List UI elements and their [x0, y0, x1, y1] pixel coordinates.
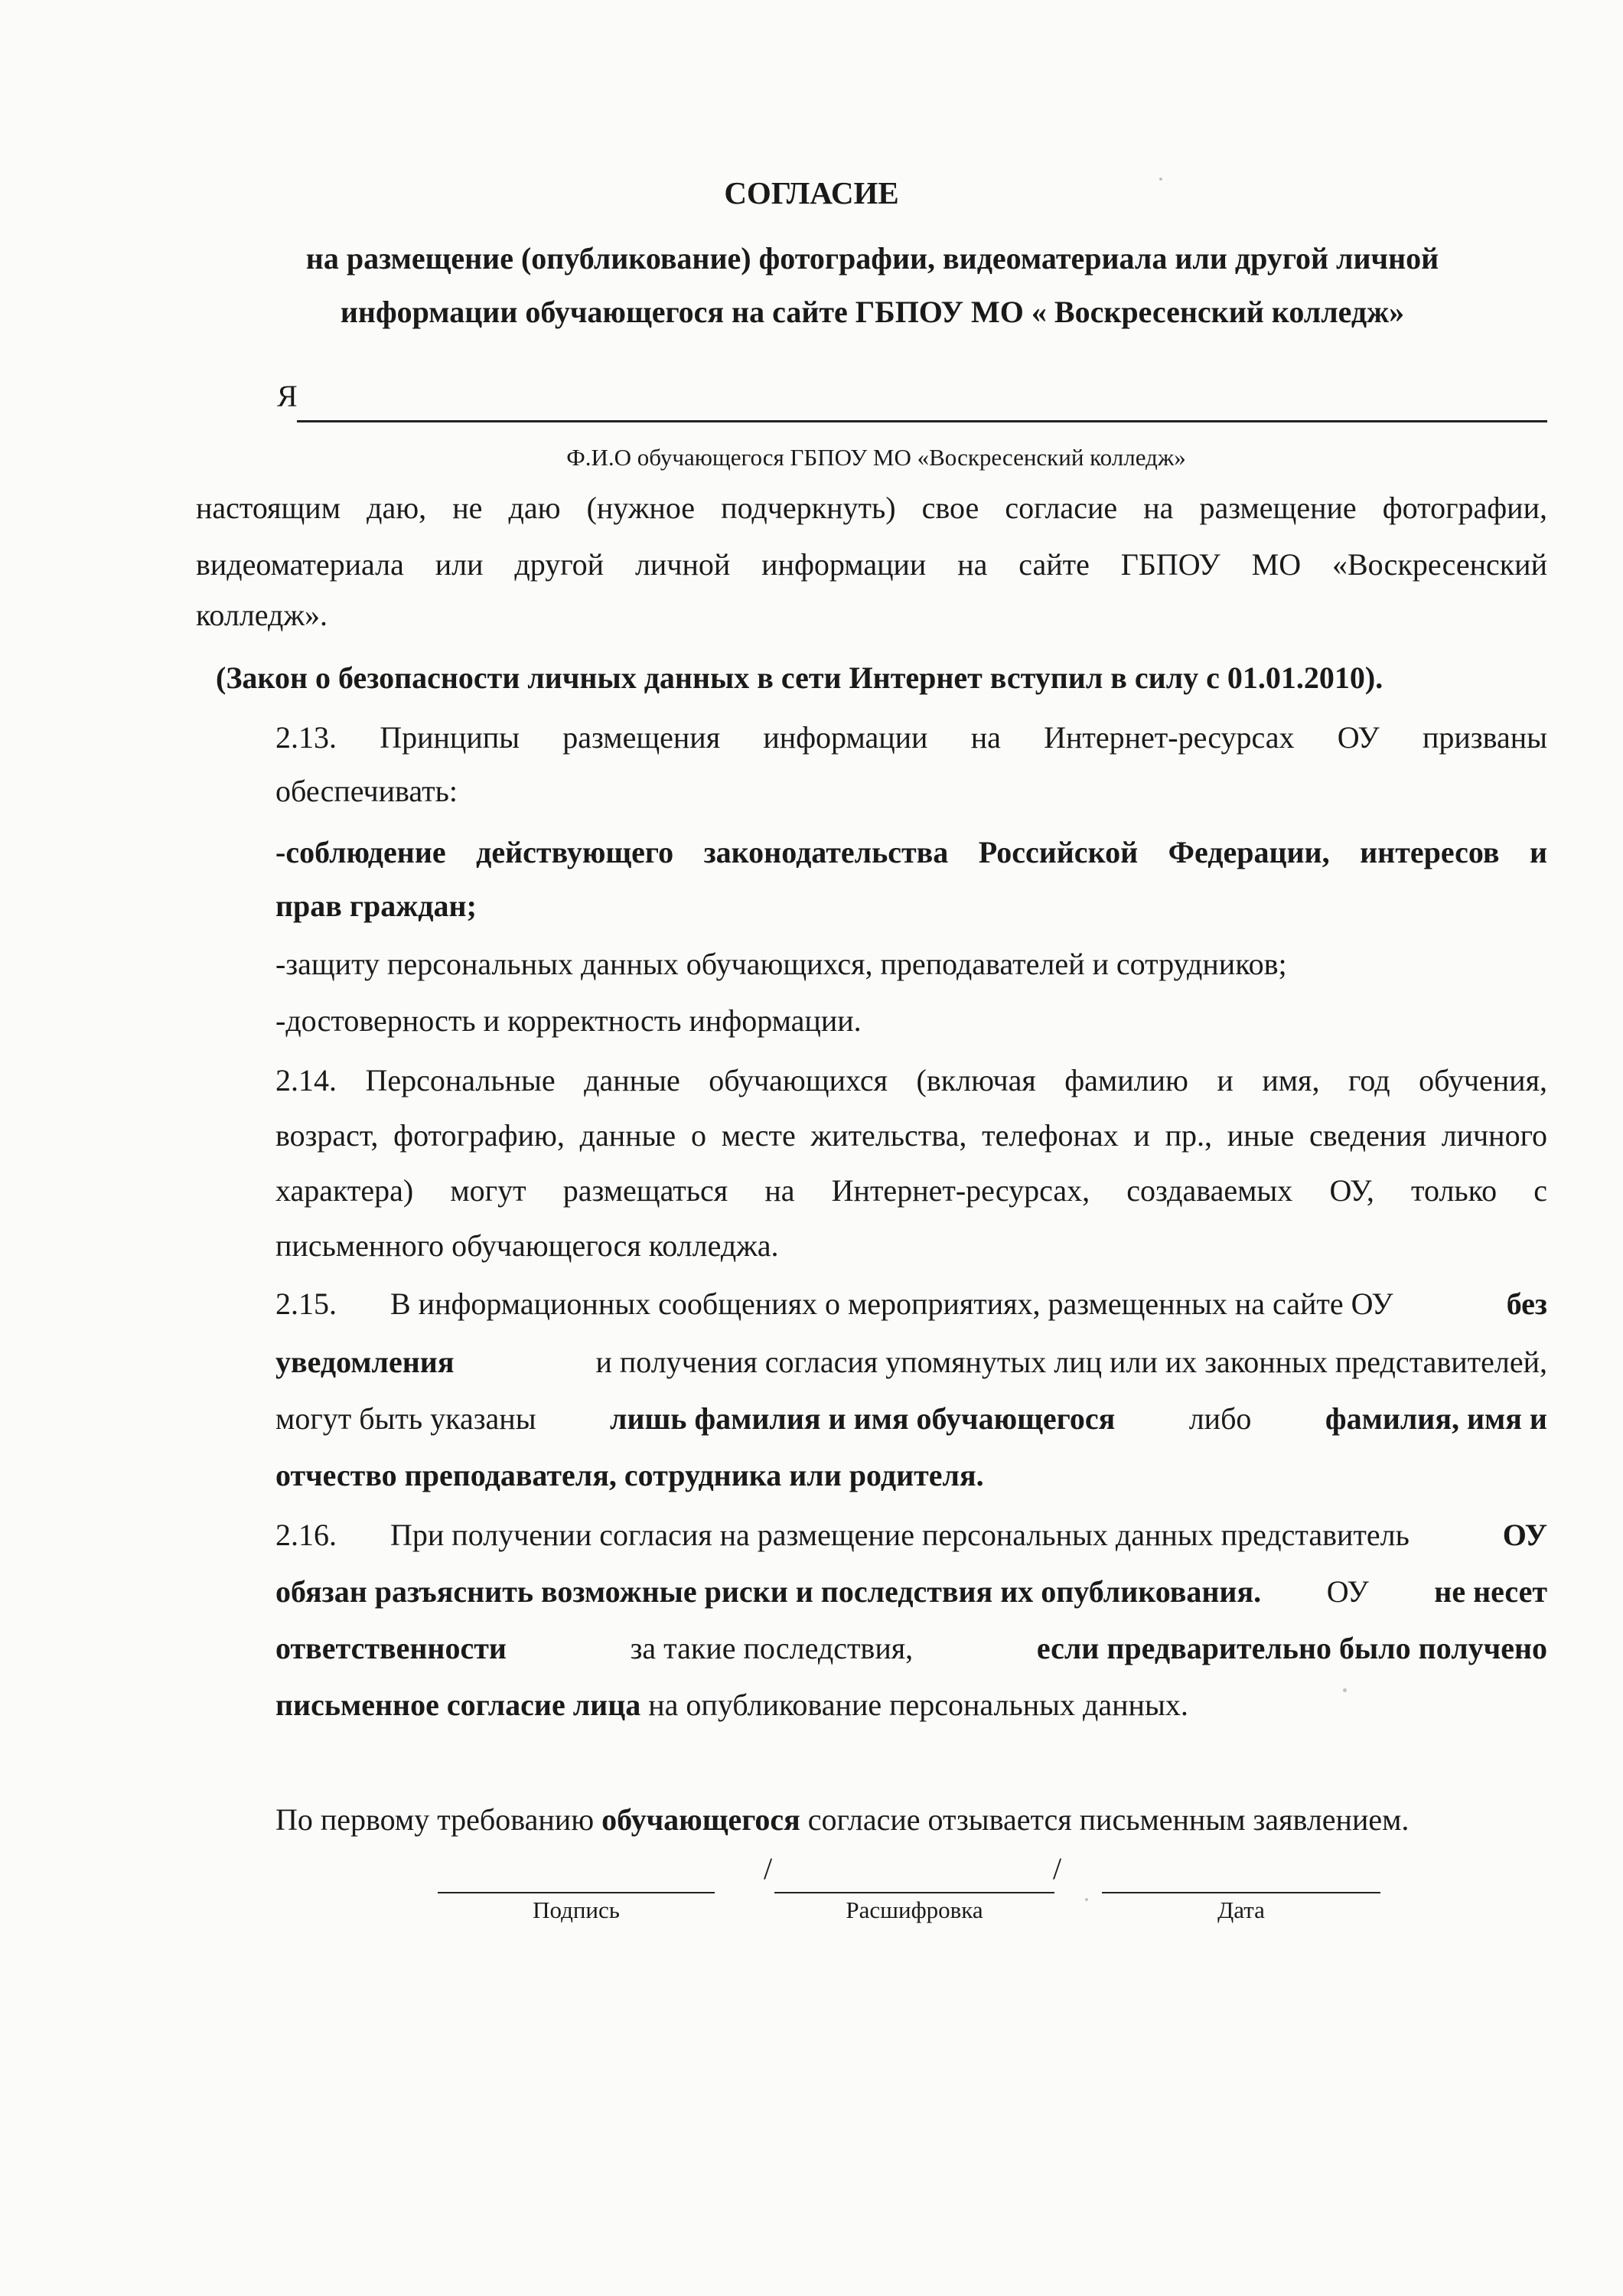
section-2-15-line-2-bold: уведомления — [275, 1345, 455, 1379]
name-prefix: Я — [277, 379, 298, 413]
section-2-16-line-4-text: на опубликование персональных данных. — [648, 1688, 1188, 1722]
section-2-14-line-3: характера) могут размещаться на Интернет-ресурсах, создаваемых ОУ, только с — [275, 1173, 1547, 1208]
section-2-15-line-2 — [275, 1344, 1547, 1381]
revocation-text-2: согласие отзывается письменным заявлением. — [807, 1802, 1410, 1837]
section-2-15-line-1 — [390, 1286, 1547, 1322]
date-line[interactable] — [1102, 1892, 1380, 1893]
revocation-statement — [275, 1802, 1409, 1838]
section-2-13-bullet-3: -достоверность и корректность информации. — [275, 1003, 862, 1038]
section-2-15-line-4: отчество преподавателя, сотрудника или родителя. — [275, 1458, 984, 1492]
name-fill-line[interactable] — [297, 420, 1547, 422]
section-2-13-line-1: 2.13. Принципы размещения информации на Интернет-ресурсах ОУ призваны — [275, 720, 1547, 755]
decoding-slash-right: / — [1053, 1851, 1062, 1886]
section-2-16-line-3 — [275, 1630, 1547, 1667]
section-2-14-line-4: письменного обучающегося колледжа. — [275, 1228, 779, 1263]
section-2-13-bullet-2: -защиту персональных данных обучающихся, преподавателей и сотрудников; — [275, 947, 1287, 981]
date-label: Дата — [1217, 1896, 1265, 1923]
section-2-16-line-3-bold-1: ответственности — [275, 1631, 507, 1665]
section-2-15-number: 2.15. — [275, 1287, 337, 1321]
consent-line-1: настоящим даю, не даю (нужное подчеркнуть) свое согласие на размещение фотографии, — [196, 491, 1547, 525]
section-2-15-line-1-bold: без — [1506, 1287, 1547, 1321]
decoding-slash-left: / — [764, 1851, 773, 1886]
document-title: СОГЛАСИЕ — [724, 175, 899, 210]
section-2-13-line-2: обеспечивать: — [275, 774, 458, 808]
section-2-16-line-1-bold: ОУ — [1502, 1518, 1547, 1552]
name-caption: Ф.И.О обучающегося ГБПОУ МО «Воскресенский колледж» — [566, 444, 1186, 471]
signature-line[interactable] — [438, 1892, 715, 1893]
law-note: (Закон о безопасности личных данных в сети Интернет вступил в силу с 01.01.2010). — [216, 660, 1383, 695]
document-subtitle-line1: на размещение (опубликование) фотографии, видеоматериала или другой личной — [305, 241, 1439, 276]
scan-speck — [1343, 1688, 1347, 1692]
section-2-15-line-1-text: В информационных сообщениях о мероприятиях, размещенных на сайте ОУ — [390, 1287, 1393, 1321]
section-2-16-line-2-bold: обязан разъяснить возможные риски и последствия их опубликования. — [275, 1574, 1262, 1609]
section-2-15-line-3-text-2: либо — [1188, 1401, 1252, 1436]
scan-speck — [1159, 178, 1162, 181]
section-2-16-line-2 — [275, 1574, 1547, 1610]
section-2-15-line-3-text-1: могут быть указаны — [275, 1401, 536, 1436]
section-2-16-line-3-bold-2: если предварительно было получено — [1036, 1631, 1547, 1665]
section-2-13-bullet-1-line-2: прав граждан; — [275, 889, 477, 923]
section-2-16-line-2-text: ОУ — [1326, 1574, 1369, 1609]
decoding-label: Расшифровка — [846, 1896, 983, 1923]
decoding-line[interactable] — [774, 1892, 1054, 1893]
revocation-bold: обучающегося — [601, 1802, 800, 1837]
revocation-text-1: По первому требованию — [275, 1802, 595, 1837]
section-2-14-line-2: возраст, фотографию, данные о месте жительства, телефонах и пр., иные сведения личного — [275, 1118, 1547, 1153]
consent-line-3: колледж». — [196, 598, 328, 632]
section-2-13-bullet-1-line-1: -соблюдение действующего законодательства Российской Федерации, интересов и — [275, 835, 1547, 869]
scan-speck — [1085, 1898, 1088, 1901]
signature-label: Подпись — [533, 1896, 620, 1923]
section-2-16-line-4 — [275, 1687, 1547, 1724]
consent-line-2: видеоматериала или другой личной информации на сайте ГБПОУ МО «Воскресенский — [196, 547, 1547, 582]
section-2-15-line-2-text: и получения согласия упомянутых лиц или их законных представителей, — [595, 1345, 1547, 1379]
section-2-16-line-1-text: При получении согласия на размещение персональных данных представитель — [390, 1518, 1410, 1552]
section-2-15-line-3-bold-2: фамилия, имя и — [1325, 1401, 1547, 1436]
section-2-15-line-3-bold-1: лишь фамилия и имя обучающегося — [610, 1401, 1116, 1436]
section-2-16-line-3-text: за такие последствия, — [630, 1631, 914, 1665]
section-2-16-number: 2.16. — [275, 1518, 337, 1552]
section-2-16-line-2-bold-2: не несет — [1434, 1574, 1547, 1609]
document-subtitle-line2: информации обучающегося на сайте ГБПОУ МО « Воскресенский колледж» — [340, 295, 1405, 329]
section-2-15-line-3 — [275, 1401, 1547, 1437]
section-2-16-line-4-bold: письменное согласие лица — [275, 1688, 641, 1722]
section-2-14-line-1: 2.14. Персональные данные обучающихся (включая фамилию и имя, год обучения, — [275, 1063, 1547, 1097]
section-2-16-line-1 — [390, 1517, 1547, 1554]
